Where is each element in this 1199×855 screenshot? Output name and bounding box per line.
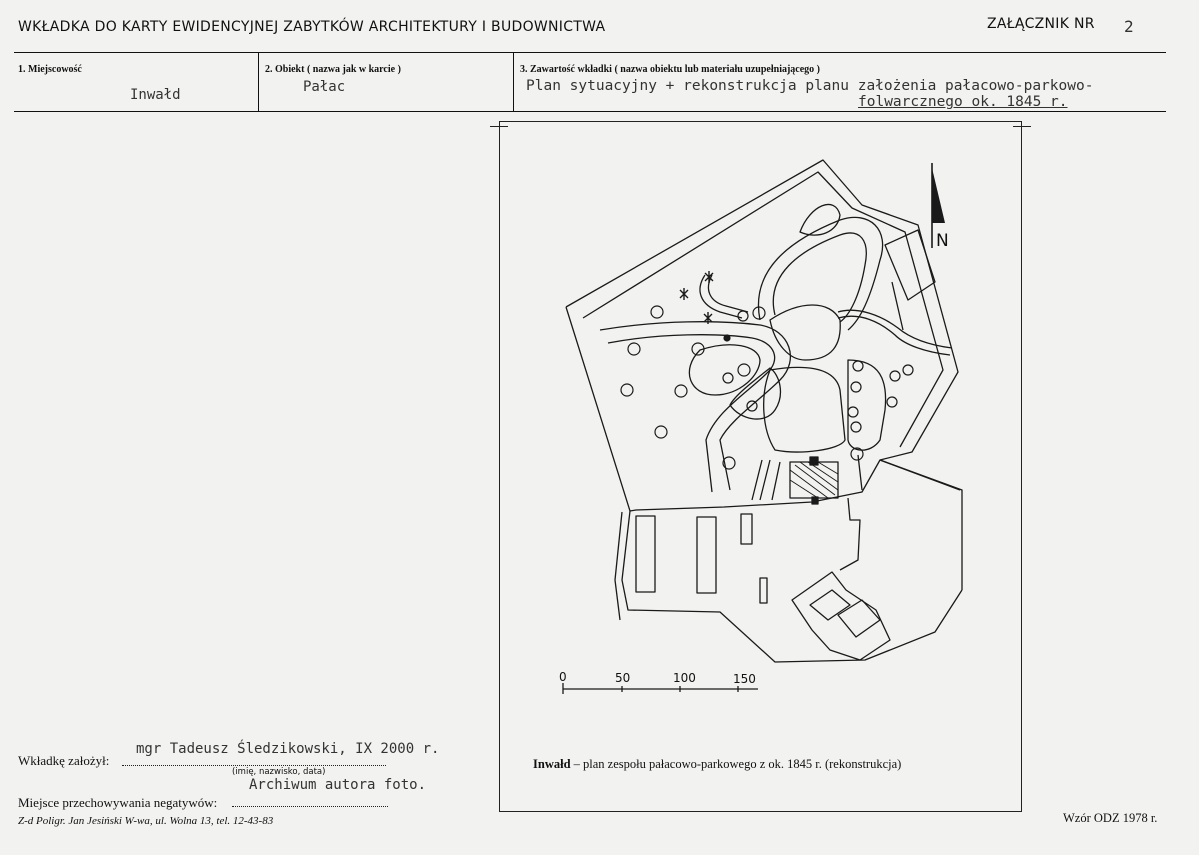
- north-pond: [800, 204, 840, 235]
- field-1-label: 1. Miejscowość: [18, 64, 82, 75]
- conifer-group: [680, 271, 713, 324]
- scale-label-100: 100: [673, 671, 696, 685]
- form-id: Wzór ODZ 1978 r.: [1063, 811, 1158, 825]
- field-3-value-line2: folwarcznego ok. 1845 r.: [858, 94, 1068, 110]
- storage-label: Miejsce przechowywania negatywów:: [18, 795, 218, 810]
- storage-dotted-line: [232, 806, 388, 807]
- estate-buildings: [792, 572, 890, 660]
- founder-dotted-line: [122, 765, 386, 766]
- ne-plot: [885, 230, 935, 300]
- farm-building-2: [697, 517, 716, 593]
- field-3-label: 3. Zawartość wkładki ( nazwa obiektu lub materiału uzupełniającego ): [520, 64, 821, 75]
- field-2-label: 2. Obiekt ( nazwa jak w karcie ): [265, 64, 401, 75]
- north-label: N: [936, 231, 949, 251]
- farm-building-4: [760, 578, 767, 603]
- caption-place: Inwałd: [533, 757, 571, 771]
- figure-caption: [533, 757, 901, 772]
- field-1-value: Inwałd: [130, 87, 181, 103]
- field-2-value: Pałac: [303, 79, 346, 95]
- scale-label-50: 50: [615, 671, 631, 685]
- attachment-number: 2: [1124, 17, 1134, 36]
- inner-loop-2: [730, 368, 780, 419]
- winding-path: [700, 275, 742, 318]
- inner-loop-5: [848, 360, 886, 450]
- palace-footprint: [790, 462, 838, 498]
- field-3-value-line1: Plan sytuacyjny + rekonstrukcja planu założenia pałacowo-parkowo-: [526, 78, 1094, 94]
- storage-value: Archiwum autora foto.: [249, 777, 427, 793]
- tree-group: [621, 306, 913, 469]
- park-boundary: [566, 160, 958, 511]
- farmyard-boundary: [622, 511, 962, 662]
- farm-building-1: [636, 516, 655, 592]
- caption-text: – plan zespołu pałacowo-parkowego z ok. 1845 r. (rekonstrukcja): [570, 757, 902, 771]
- founder-hint: (imię, nazwisko, data): [232, 767, 326, 777]
- document-title: WKŁADKA DO KARTY EWIDENCYJNEJ ZABYTKÓW ARCHITEKTURY I BUDOWNICTWA: [18, 19, 606, 35]
- printer-imprint: Z-d Poligr. Jan Jesiński W-wa, ul. Wolna 13, tel. 12-43-83: [18, 815, 274, 827]
- attachment-label: ZAŁĄCZNIK NR: [987, 16, 1095, 32]
- farm-building-3: [741, 514, 752, 544]
- inner-loop-3: [770, 305, 840, 360]
- scale-label-0: 0: [559, 670, 567, 684]
- founder-value: mgr Tadeusz Śledzikowski, IX 2000 r.: [136, 741, 440, 757]
- founder-label: Wkładkę założył:: [18, 753, 110, 768]
- scale-label-150: 150: [733, 672, 756, 686]
- scale-bar: [563, 683, 758, 694]
- drive-2: [608, 335, 775, 492]
